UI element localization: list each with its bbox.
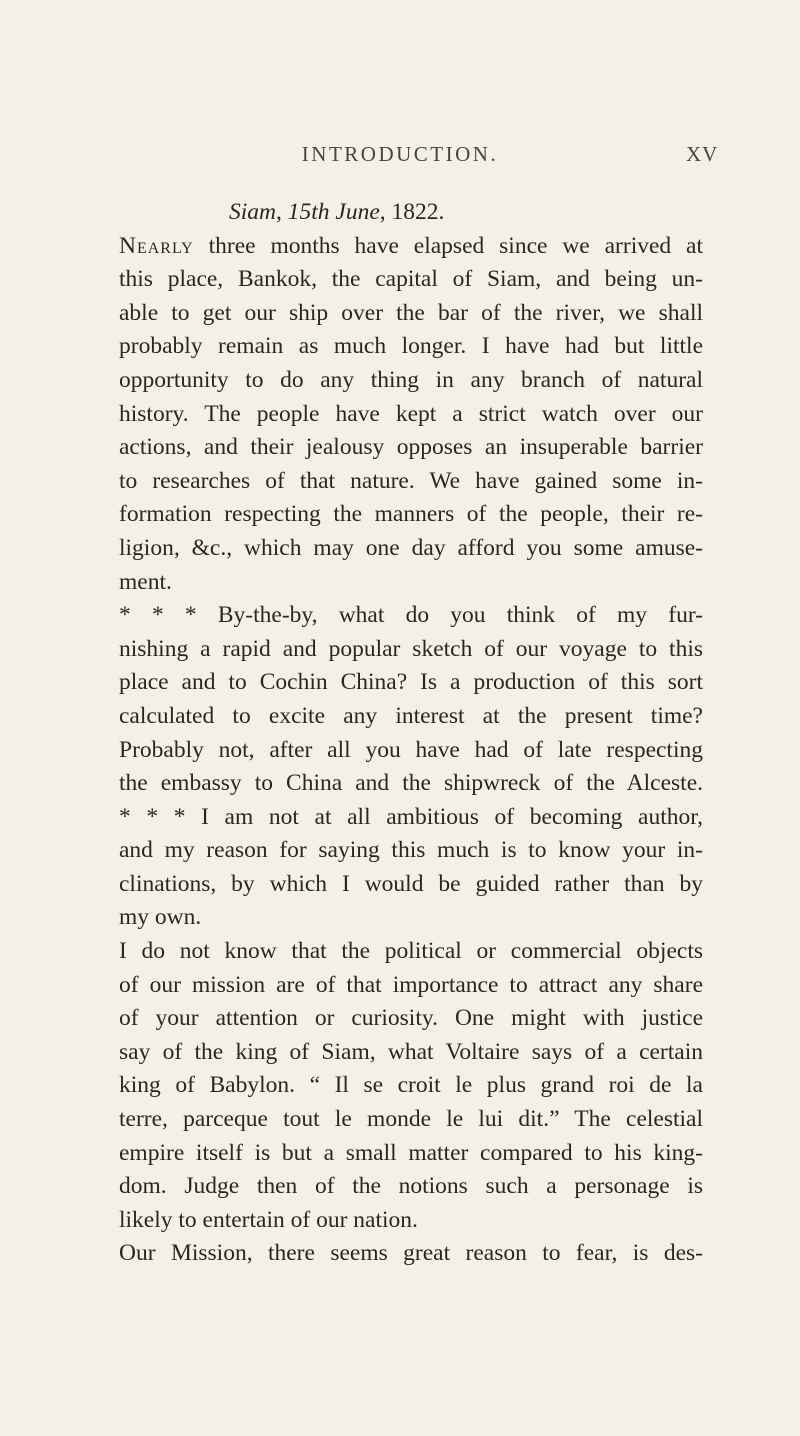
text-line: calculated to excite any interest at the present time? [119,702,703,729]
text-line: formation respecting the manners of the people, their re- [119,501,703,528]
text-line: place and to Cochin China? Is a production of this sort [119,669,703,696]
text-line: ligion, &c., which may one day afford you some amuse- [119,534,703,561]
text-line: Our Mission, there seems great reason to fear, is des- [119,1240,703,1267]
dateline-separator: , [276,199,288,225]
text-line: king of Babylon. “ Il se croit le plus grand roi de la [119,1072,703,1099]
letter-dateline [119,196,703,230]
dateline-year: 1822. [391,199,445,225]
text-line: this place, Bankok, the capital of Siam, and being un- [119,266,703,293]
text-line: Probably not, after all you have had of late respecting [119,736,703,763]
text-line: dom. Judge then of the notions such a personage is [119,1173,703,1200]
text-line: able to get our ship over the bar of the river, we shall [119,299,703,326]
text-line: * * * By-the-by, what do you think of my fur- [119,602,703,629]
text-line: of our mission are of that importance to attract any share [119,971,703,998]
page-number: XV [686,142,719,166]
text-line: likely to entertain of our nation. [119,1206,418,1233]
text-line: empire itself is but a small matter compared to his king- [119,1139,703,1166]
text-line: say of the king of Siam, what Voltaire says of a certain [119,1038,703,1065]
text-line: * * * I am not at all ambitious of becoming author, [119,803,703,830]
opening-word: Nearly [119,232,194,259]
dateline-year-separator: , [379,199,392,225]
text-line: nishing a rapid and popular sketch of our voyage to this [119,635,703,662]
text-line: my own. [119,904,202,931]
text-line: to researches of that nature. We have gained some in- [119,467,703,494]
running-header [0,142,800,172]
text-line: ment. [119,568,172,595]
text-line: terre, parceque tout le monde le lui dit.” The celestial [119,1106,703,1133]
letter-body [119,196,703,1271]
text-line: of your attention or curiosity. One might with justice [119,1005,703,1032]
text-line: probably remain as much longer. I have had but little [119,333,703,360]
text-line [119,230,703,264]
text-line: actions, and their jealousy opposes an insuperable barrier [119,434,703,461]
text-line: opportunity to do any thing in any branch of natural [119,366,703,393]
text-line: I do not know that the political or commercial objects [119,938,703,965]
running-header-title: INTRODUCTION. [301,142,499,166]
text-line: and my reason for saying this much is to know your in- [119,837,703,864]
text-line-content: three months have elapsed since we arrived at [193,232,703,259]
text-line: the embassy to China and the shipwreck of the Alceste. [119,770,703,797]
text-line: history. The people have kept a strict watch over our [119,400,703,427]
dateline-date: 15th June [287,199,380,225]
text-line: clinations, by which I would be guided rather than by [119,870,703,897]
dateline-place: Siam [229,199,276,225]
